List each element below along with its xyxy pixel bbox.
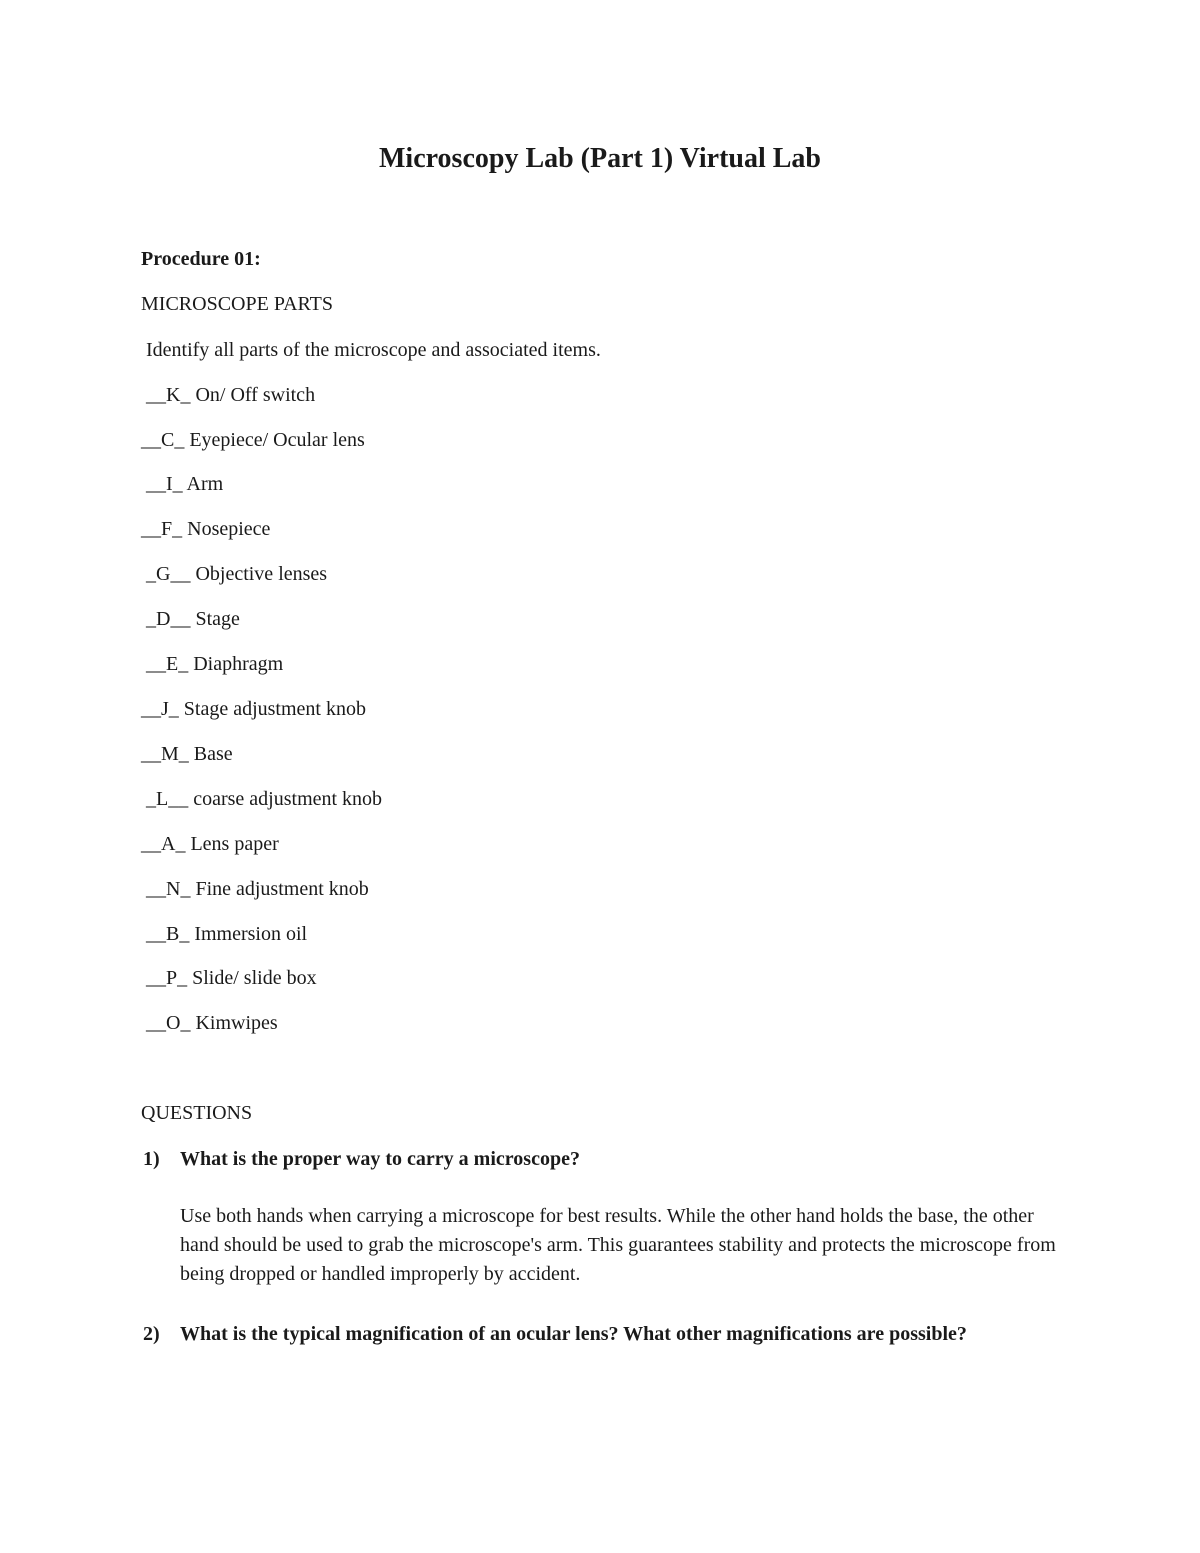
part-item: __B_ Immersion oil — [141, 923, 308, 945]
question-number: 1) — [143, 1148, 160, 1170]
part-item: __K_ On/ Off switch — [141, 384, 316, 406]
part-item: __C_ Eyepiece/ Ocular lens — [141, 429, 365, 451]
part-item: __N_ Fine adjustment knob — [141, 878, 369, 900]
part-item: _G__ Objective lenses — [141, 563, 328, 585]
page-title: Microscopy Lab (Part 1) Virtual Lab — [378, 143, 821, 174]
question-number: 2) — [143, 1323, 160, 1345]
part-item: __J_ Stage adjustment knob — [141, 698, 366, 720]
questions-heading: QUESTIONS — [141, 1102, 253, 1124]
procedure-heading: Procedure 01: — [141, 248, 261, 270]
part-item: __I_ Arm — [141, 473, 224, 495]
part-item: __F_ Nosepiece — [141, 518, 271, 540]
question-text: What is the proper way to carry a microscope? — [180, 1148, 580, 1170]
part-item: __M_ Base — [141, 743, 233, 765]
part-item: __A_ Lens paper — [141, 833, 279, 855]
part-item: __P_ Slide/ slide box — [141, 967, 317, 989]
question-text: What is the typical magnification of an ocular lens? What other magnifications are possible? — [180, 1323, 967, 1345]
answer-text: Use both hands when carrying a microscope for best results. While the other hand holds the base, the other hand should be used to grab the microscope's arm. This guarantees stability and protects the microscope from being dropped or handled improperly by accident. — [180, 1205, 1056, 1285]
section-heading: MICROSCOPE PARTS — [141, 293, 334, 315]
part-item: __E_ Diaphragm — [141, 653, 284, 675]
part-item: _D__ Stage — [141, 608, 240, 630]
part-item: _L__ coarse adjustment knob — [141, 788, 383, 810]
part-item: __O_ Kimwipes — [141, 1012, 278, 1034]
instruction-text: Identify all parts of the microscope and associated items. — [141, 339, 601, 361]
